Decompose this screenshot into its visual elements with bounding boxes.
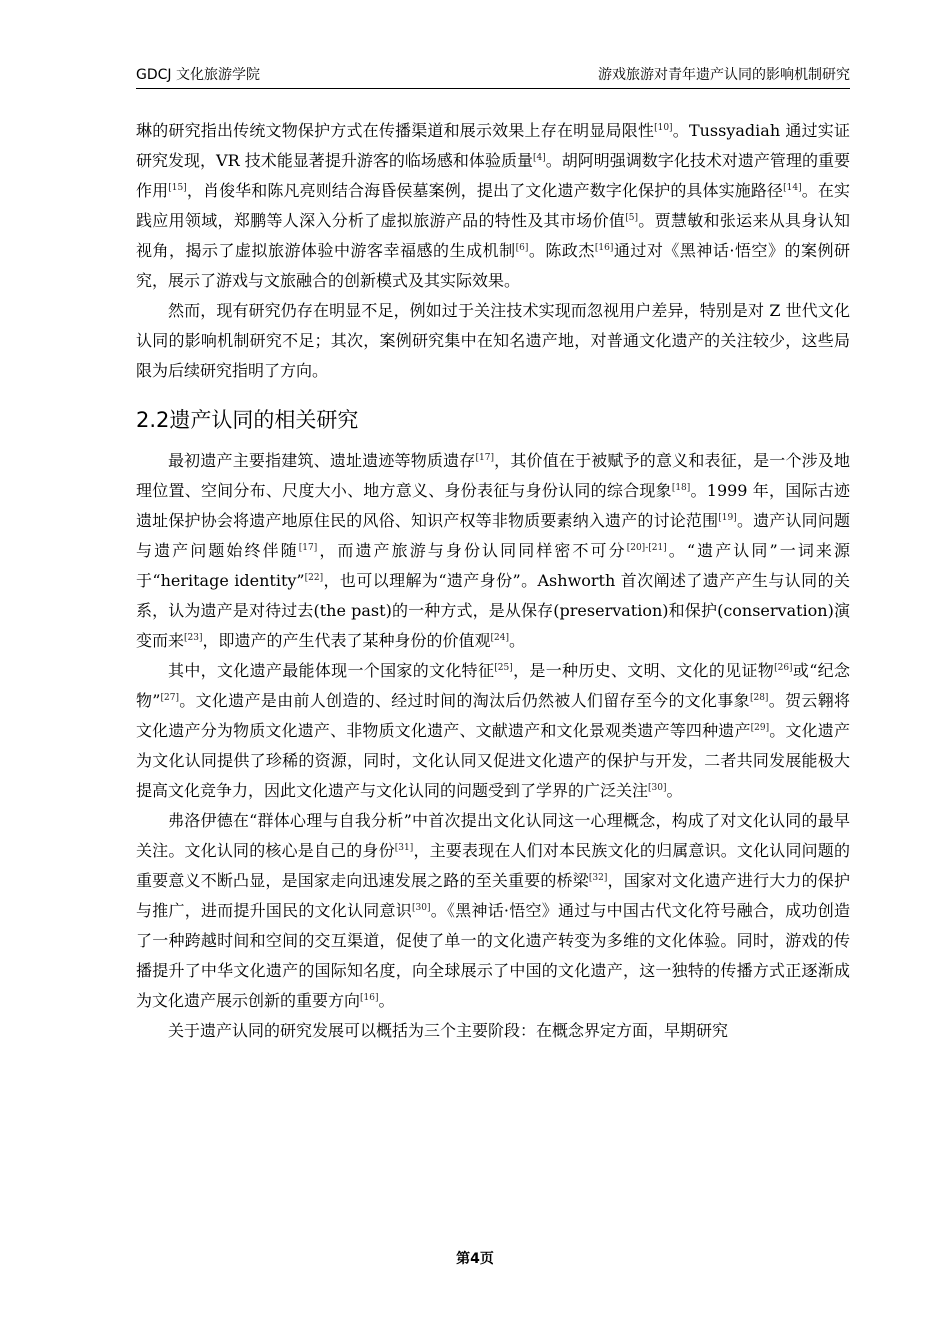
citation-ref: [15] — [168, 183, 187, 193]
citation-ref: [29] — [750, 723, 770, 733]
citation-ref: [24] — [490, 633, 509, 643]
paragraph-text: 。 — [666, 781, 683, 800]
citation-ref: [31] — [394, 843, 414, 853]
paragraph-text: 最初遗产主要指建筑、遗址遗迹等物质遗存 — [168, 451, 476, 470]
paragraph-text: 。《黑神话·悟空》通过与中国古代文化符号融合，成功创造了一种跨越时间和空间的交互渠道，促使了单一的文化遗产转变为多维的文化体验。同时，游戏的传播提升了中华文化遗产的国际知名度，向全球展示了中国的文化遗产，这一独特的传播方式正逐渐成为文化遗产展示创新的重要方向 — [136, 901, 850, 1010]
citation-ref: [19] — [718, 513, 737, 523]
paragraph-text: 。遗产认同问题与遗产问题始终伴随 — [136, 511, 850, 560]
paragraph-text: 其中，文化遗产最能体现一个国家的文化特征 — [168, 661, 495, 680]
citation-ref: [10] — [654, 123, 673, 133]
citation-ref: [6] — [515, 243, 529, 253]
paragraph-text: 。 — [509, 631, 526, 650]
paragraph-text: ，肖俊华和陈凡亮则结合海昏侯墓案例，提出了文化遗产数字化保护的具体实施路径 — [186, 181, 784, 200]
paragraph-text: 。“遗产认同”一词来源于“heritage identity” — [136, 541, 850, 590]
paragraph-text: 弗洛伊德在“群体心理与自我分析”中首次提出文化认同这一心理概念，构成了对文化认同的最早关注。文化认同的核心是自己的身份 — [136, 811, 850, 860]
citation-ref: [30] — [648, 783, 667, 793]
paragraph-text: 。1999 年，国际古迹遗址保护协会将遗产地原住民的风俗、知识产权等非物质要素纳入遗产的讨论范围 — [136, 481, 850, 530]
paragraph-text: 。胡阿明强调数字化技术对遗产管理的重要作用 — [136, 151, 850, 200]
running-header — [136, 64, 850, 89]
body-paragraph — [136, 446, 850, 656]
paragraph-text: 然而，现有研究仍存在明显不足，例如过于关注技术实现而忽视用户差异，特别是对 Z 世代文化认同的影响机制研究不足；其次，案例研究集中在知名遗产地，对普通文化遗产的关注较少，这些局限为后续研究指明了方向。 — [136, 301, 850, 380]
body-paragraph — [136, 1016, 850, 1046]
citation-ref: [18] — [671, 483, 691, 493]
paragraph-text: 。贺云翱将文化遗产分为物质文化遗产、非物质文化遗产、文献遗产和文化景观类遗产等四种遗产 — [136, 691, 850, 740]
citation-ref: [30] — [412, 903, 431, 913]
paragraph-text: ，即遗产的产生代表了某种身份的价值观 — [202, 631, 491, 650]
paragraph-text: 。陈政杰 — [528, 241, 595, 260]
citation-ref: [5] — [625, 213, 638, 223]
body-paragraph — [136, 806, 850, 1016]
citation-ref: [4] — [533, 153, 546, 163]
paragraph-text: 琳的研究指出传统文物保护方式在传播渠道和展示效果上存在明显局限性 — [136, 121, 655, 140]
paragraph-text: 。文化遗产为文化认同提供了珍稀的资源，同时，文化认同又促进文化遗产的保护与开发，二者共同发展能极大提高文化竞争力，因此文化遗产与文化认同的问题受到了学界的广泛关注 — [136, 721, 850, 800]
paragraph-text: ，其价值在于被赋予的意义和表征，是一个涉及地理位置、空间分布、尺度大小、地方意义、身份表征与身份认同的综合现象 — [136, 451, 850, 500]
header-institution: GDCJ 文化旅游学院 — [136, 67, 260, 83]
citation-ref: [26] — [774, 663, 793, 673]
citation-ref: [27] — [160, 693, 179, 703]
citation-ref: [32] — [588, 873, 608, 883]
body-paragraph — [136, 116, 850, 296]
paragraph-text: 。在实践应用领域，郑鹏等人深入分析了虚拟旅游产品的特性及其市场价值 — [136, 181, 850, 230]
section-heading — [136, 400, 850, 440]
header-paper-title: 游戏旅游对青年遗产认同的影响机制研究 — [598, 67, 850, 83]
paragraph-text: 。Tussyadiah 通过实证研究发现，VR 技术能显著提升游客的临场感和体验质量 — [136, 121, 850, 170]
paragraph-text: ，是一种历史、文明、文化的见证物 — [512, 661, 775, 680]
citation-ref: [23] — [184, 633, 203, 643]
paragraph-text: 。文化遗产是由前人创造的、经过时间的淘汰后仍然被人们留存至今的文化事象 — [178, 691, 750, 710]
citation-ref: [25] — [494, 663, 513, 673]
citation-ref: [16] — [594, 243, 614, 253]
citation-ref: [17] — [298, 543, 318, 553]
citation-ref: [16] — [360, 993, 379, 1003]
citation-ref: [22] — [304, 573, 324, 583]
citation-ref: [20]-[21] — [626, 543, 667, 553]
paragraph-text: ，而遗产旅游与身份认同同样密不可分 — [317, 541, 627, 560]
citation-ref: [14] — [783, 183, 802, 193]
paragraph-text: 通过对《黑神话·悟空》的案例研究，展示了游戏与文旅融合的创新模式及其实际效果。 — [136, 241, 850, 290]
section-title: 遗产认同的相关研究 — [169, 408, 359, 432]
paragraph-text: 或“纪念物” — [136, 661, 850, 710]
paragraph-text: 关于遗产认同的研究发展可以概括为三个主要阶段：在概念界定方面，早期研究 — [168, 1021, 729, 1040]
citation-ref: [17] — [475, 453, 494, 463]
section-number: 2.2 — [136, 408, 170, 432]
paragraph-text: ，国家对文化遗产进行大力的保护与推广，进而提升国民的文化认同意识 — [136, 871, 850, 920]
paragraph-text: ，也可以理解为“遗产身份”。Ashworth 首次阐述了遗产产生与认同的关系，认为遗产是对待过去(the past)的一种方式，是从保存(preservation)和保护(conservation)演变而来 — [136, 571, 850, 650]
body-paragraph — [136, 296, 850, 386]
page-number: 第4页 — [456, 1251, 494, 1267]
page-body — [136, 116, 850, 1046]
body-paragraph — [136, 656, 850, 806]
paragraph-text: 。 — [378, 991, 395, 1010]
citation-ref: [28] — [749, 693, 769, 703]
paragraph-text: ，主要表现在人们对本民族文化的归属意识。文化认同问题的重要意义不断凸显，是国家走向迅速发展之路的至关重要的桥梁 — [136, 841, 850, 890]
paragraph-text: 。贾慧敏和张运来从具身认知视角，揭示了虚拟旅游体验中游客幸福感的生成机制 — [136, 211, 850, 260]
